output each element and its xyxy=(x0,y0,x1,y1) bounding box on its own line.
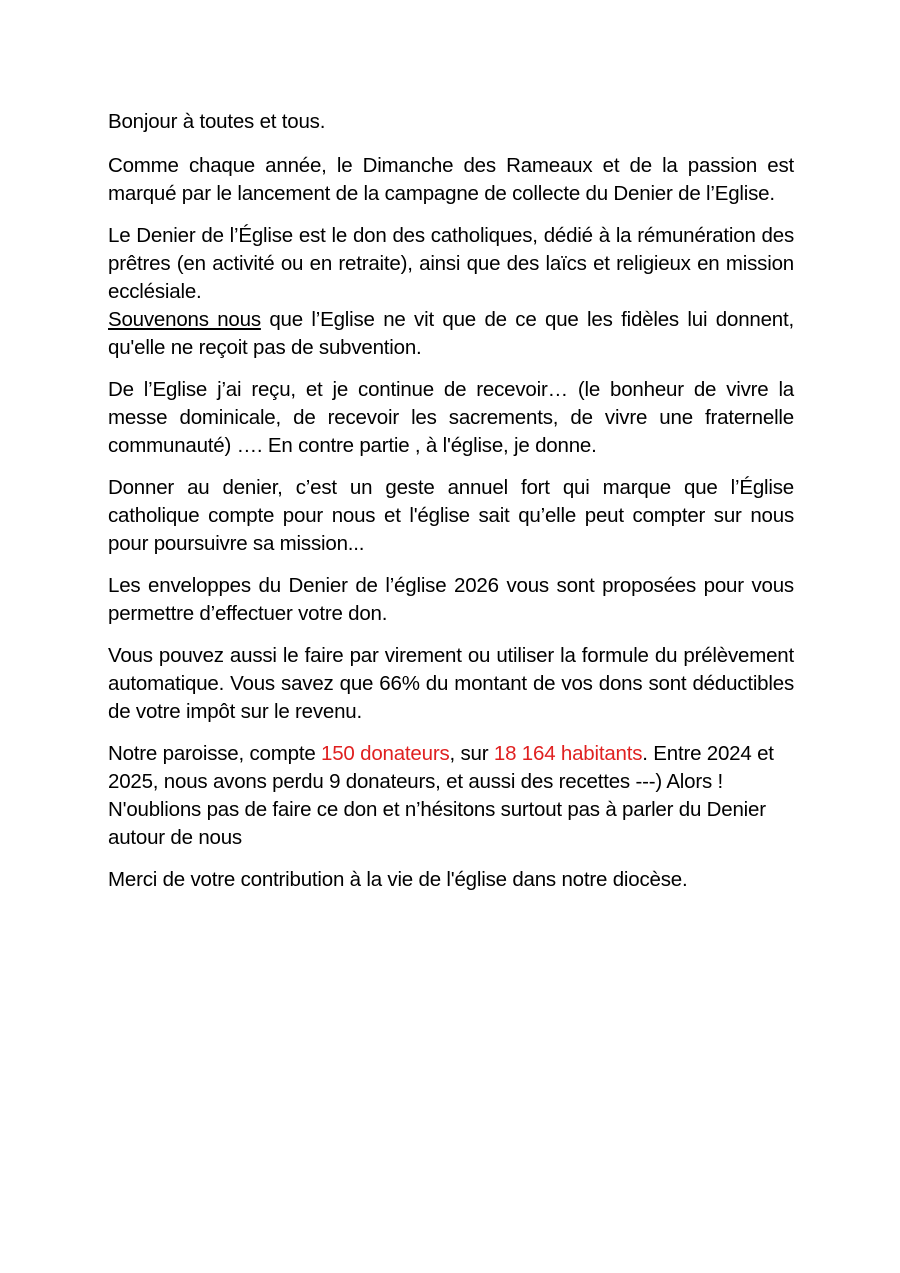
habitants-count-highlight: 18 164 habitants xyxy=(493,742,643,765)
donateurs-count-highlight: 150 donateurs xyxy=(321,742,450,765)
denier-definition-text: Le Denier de l’Église est le don des catholiques, dédié à la rémunération des prêtres (en activité ou en retraite), ainsi que des laïcs et religieux en mission ecclésiale. xyxy=(108,224,794,303)
donner-paragraph: Donner au denier, c’est un geste annuel fort qui marque que l’Église catholique compte pour nous et l'église sait qu’elle peut compter sur nous pour poursuivre sa mission... xyxy=(108,476,794,555)
paroisse-text-2: , sur xyxy=(449,742,494,765)
paroisse-text-3: . Entre 2024 et 2025, nous avons perdu 9 donateurs, et aussi des recettes ---) Alors ! N'oublions pas de faire ce don et n’hésitons surtout pas à parler du Denier autour de nous xyxy=(108,742,774,849)
document-body xyxy=(108,108,794,908)
merci-paragraph: Merci de votre contribution à la vie de l'église dans notre diocèse. xyxy=(108,868,688,891)
denier-definition-block xyxy=(108,222,794,362)
rameaux-paragraph: Comme chaque année, le Dimanche des Rameaux et de la passion est marqué par le lancement de la campagne de collecte du Denier de l’Eglise. xyxy=(108,154,794,205)
recu-paragraph: De l’Eglise j’ai reçu, et je continue de recevoir… (le bonheur de vivre la messe dominicale, de recevoir les sacrements, de vivre une fraternelle communauté) …. En contre partie , à l'église, je donne. xyxy=(108,378,794,457)
paroisse-paragraph xyxy=(108,740,794,852)
souvenons-underlined-text: Souvenons nous xyxy=(108,308,261,331)
greeting-paragraph: Bonjour à toutes et tous. xyxy=(108,110,326,133)
enveloppes-paragraph: Les enveloppes du Denier de l’église 2026 vous sont proposées pour vous permettre d’effectuer votre don. xyxy=(108,574,794,625)
virement-paragraph: Vous pouvez aussi le faire par virement ou utiliser la formule du prélèvement automatique. Vous savez que 66% du montant de vos dons sont déductibles de votre impôt sur le revenu. xyxy=(108,644,794,723)
souvenons-rest-text: que l’Eglise ne vit que de ce que les fidèles lui donnent, qu'elle ne reçoit pas de subvention. xyxy=(108,308,794,359)
paroisse-text-1: Notre paroisse, compte xyxy=(108,742,322,765)
